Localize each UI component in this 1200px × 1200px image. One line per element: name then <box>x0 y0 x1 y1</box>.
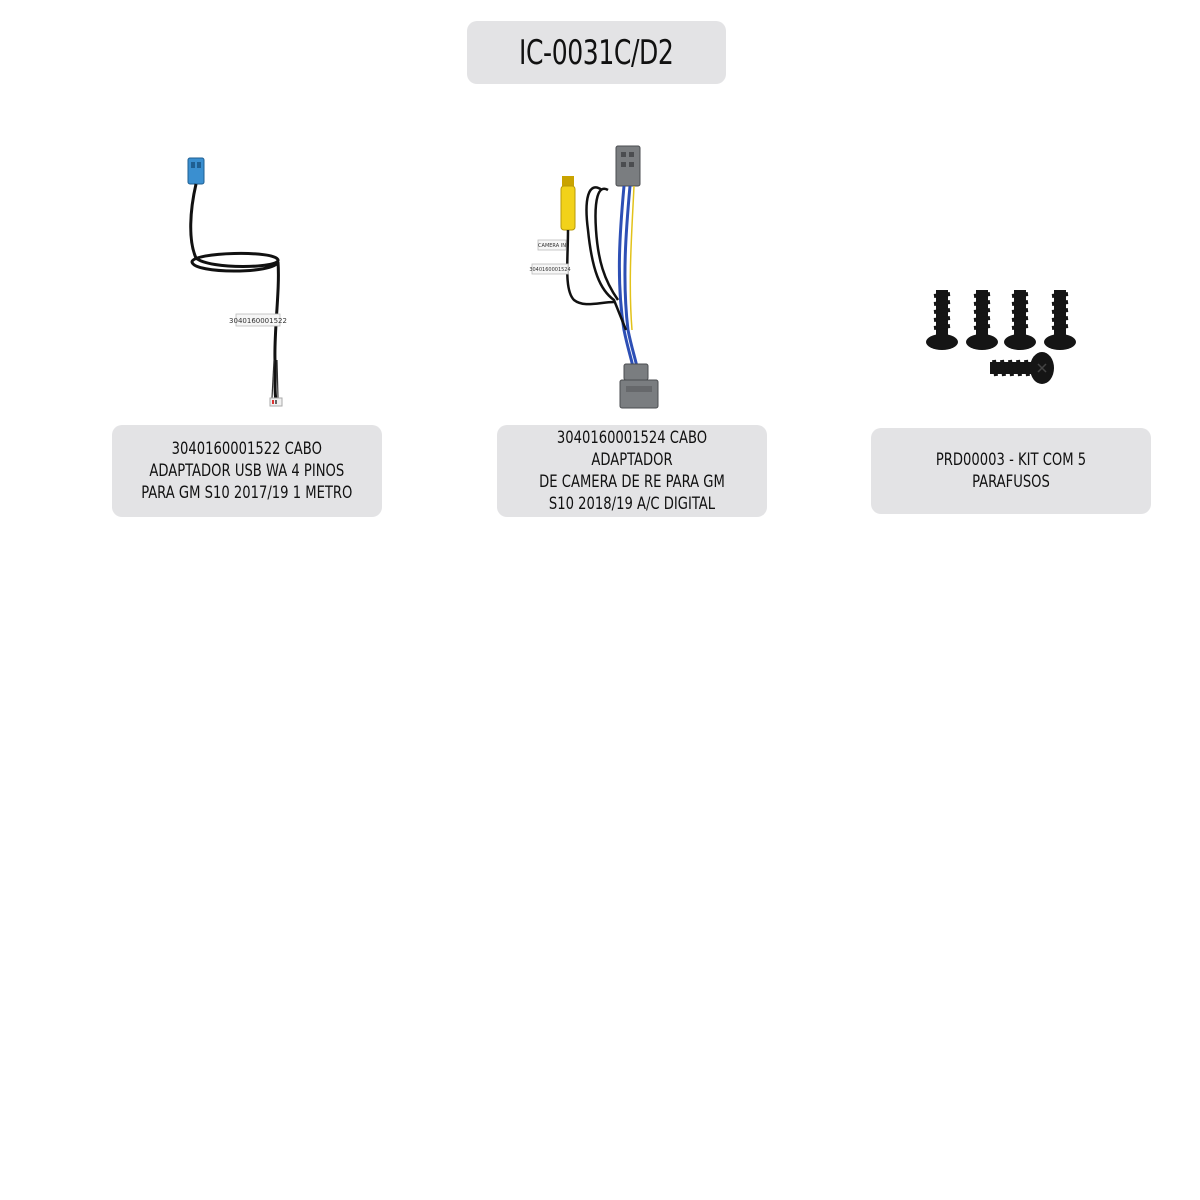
usb-cable-image <box>170 150 310 415</box>
product-label-screw-kit <box>871 428 1151 514</box>
camera-cable-tag: 3040160001524 <box>529 267 571 273</box>
camera-in-tag: CAMERA IN <box>538 243 566 249</box>
product-label-usb-cable <box>112 425 382 517</box>
camera-adapter-cable-image <box>528 140 673 415</box>
product-code-title: IC-0031C/D2 <box>519 32 674 73</box>
screw-kit-image <box>920 278 1085 388</box>
product-code-header <box>467 21 726 84</box>
product-label-camera-cable <box>497 425 767 517</box>
product-label-usb-cable-text: 3040160001522 CABO ADAPTADOR USB WA 4 PINOS PARA GM S10 2017/19 1 METRO <box>141 439 353 503</box>
product-label-camera-cable-text: 3040160001524 CABO ADAPTADOR DE CAMERA DE RE PARA GM S10 2018/19 A/C DIGITAL <box>539 428 725 514</box>
product-label-screw-kit-text: PRD00003 - KIT COM 5 PARAFUSOS <box>935 450 1087 492</box>
usb-cable-tag: 3040160001522 <box>229 317 287 325</box>
